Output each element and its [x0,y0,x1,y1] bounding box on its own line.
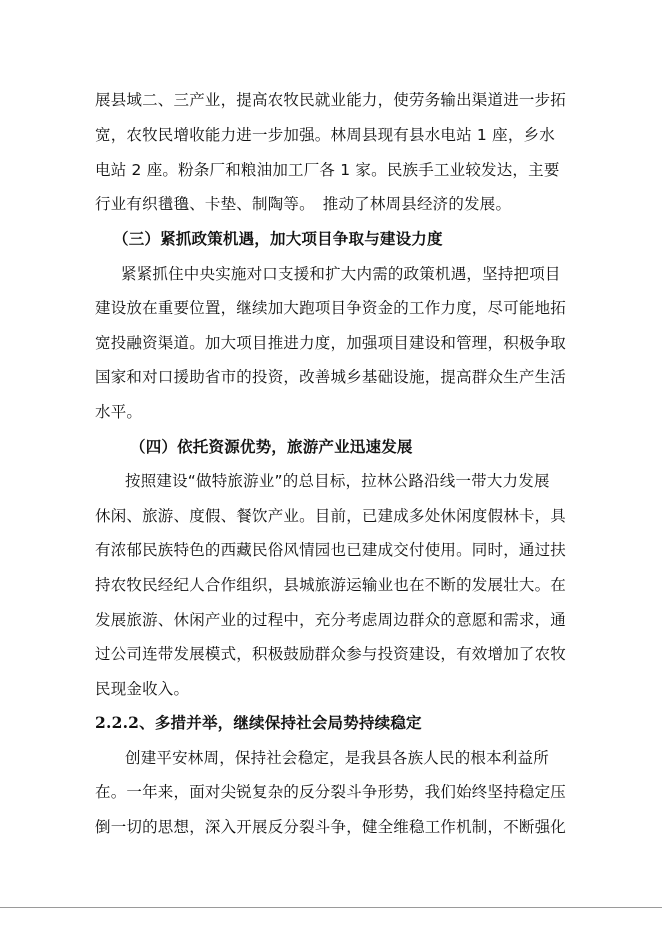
paragraph-line: 行业有织氆氇、卡垫、制陶等。 推动了林周县经济的发展。 [95,195,512,213]
paragraph-line: 民现金收入。 [95,680,190,698]
paragraph-line: 持农牧民经纪人合作组织，县城旅游运输业也在不断的发展壮大。在 [95,576,567,594]
paragraph-line: 宽，农牧民增收能力进一步加强。林周县现有县水电站 1 座，乡水 [95,126,555,144]
paragraph-line: 过公司连带发展模式，积极鼓励群众参与投资建设，有效增加了农牧 [95,645,567,663]
paragraph-line: 国家和对口援助省市的投资，改善城乡基础设施，提高群众生产生活 [95,368,567,386]
subsection-heading: 2.2.2、多措并举，继续保持社会局势持续稳定 [95,713,422,732]
paragraph-line: 宽投融资渠道。加大项目推进力度，加强项目建设和管理，积极争取 [95,334,567,352]
paragraph-line: 建设放在重要位置，继续加大跑项目争资金的工作力度，尽可能地拓 [95,299,567,317]
paragraph-line: 创建平安林周，保持社会稳定，是我县各族人民的根本利益所 [125,749,549,767]
paragraph-line: 展县域二、三产业，提高农牧民就业能力，使劳务输出渠道进一步拓 [95,91,567,109]
paragraph-line: 按照建设“做特旅游业”的总目标，拉林公路沿线一带大力发展 [125,472,550,490]
paragraph-line: 紧紧抓住中央实施对口支援和扩大内需的政策机遇，坚持把项目 [121,265,561,283]
paragraph-line: 在。一年来，面对尖锐复杂的反分裂斗争形势，我们始终坚持稳定压 [95,783,567,801]
page-bottom-divider [0,907,662,908]
paragraph-line: 有浓郁民族特色的西藏民俗风情园也已建成交付使用。同时，通过扶 [95,541,567,559]
section-heading-four: （四）依托资源优势，旅游产业迅速发展 [130,437,413,456]
section-heading-three: （三）紧抓政策机遇，加大项目争取与建设力度 [113,229,443,248]
paragraph-line: 电站 2 座。粉条厂和粮油加工厂各 1 家。民族手工业较发达，主要 [95,161,560,179]
paragraph-line: 休闲、旅游、度假、餐饮产业。目前，已建成多处休闲度假林卡，具 [95,507,567,525]
paragraph-line: 倒一切的思想，深入开展反分裂斗争，健全维稳工作机制，不断强化 [95,818,567,836]
paragraph-line: 水平。 [95,403,143,421]
paragraph-line: 发展旅游、休闲产业的过程中，充分考虑周边群众的意愿和需求，通 [95,611,567,629]
